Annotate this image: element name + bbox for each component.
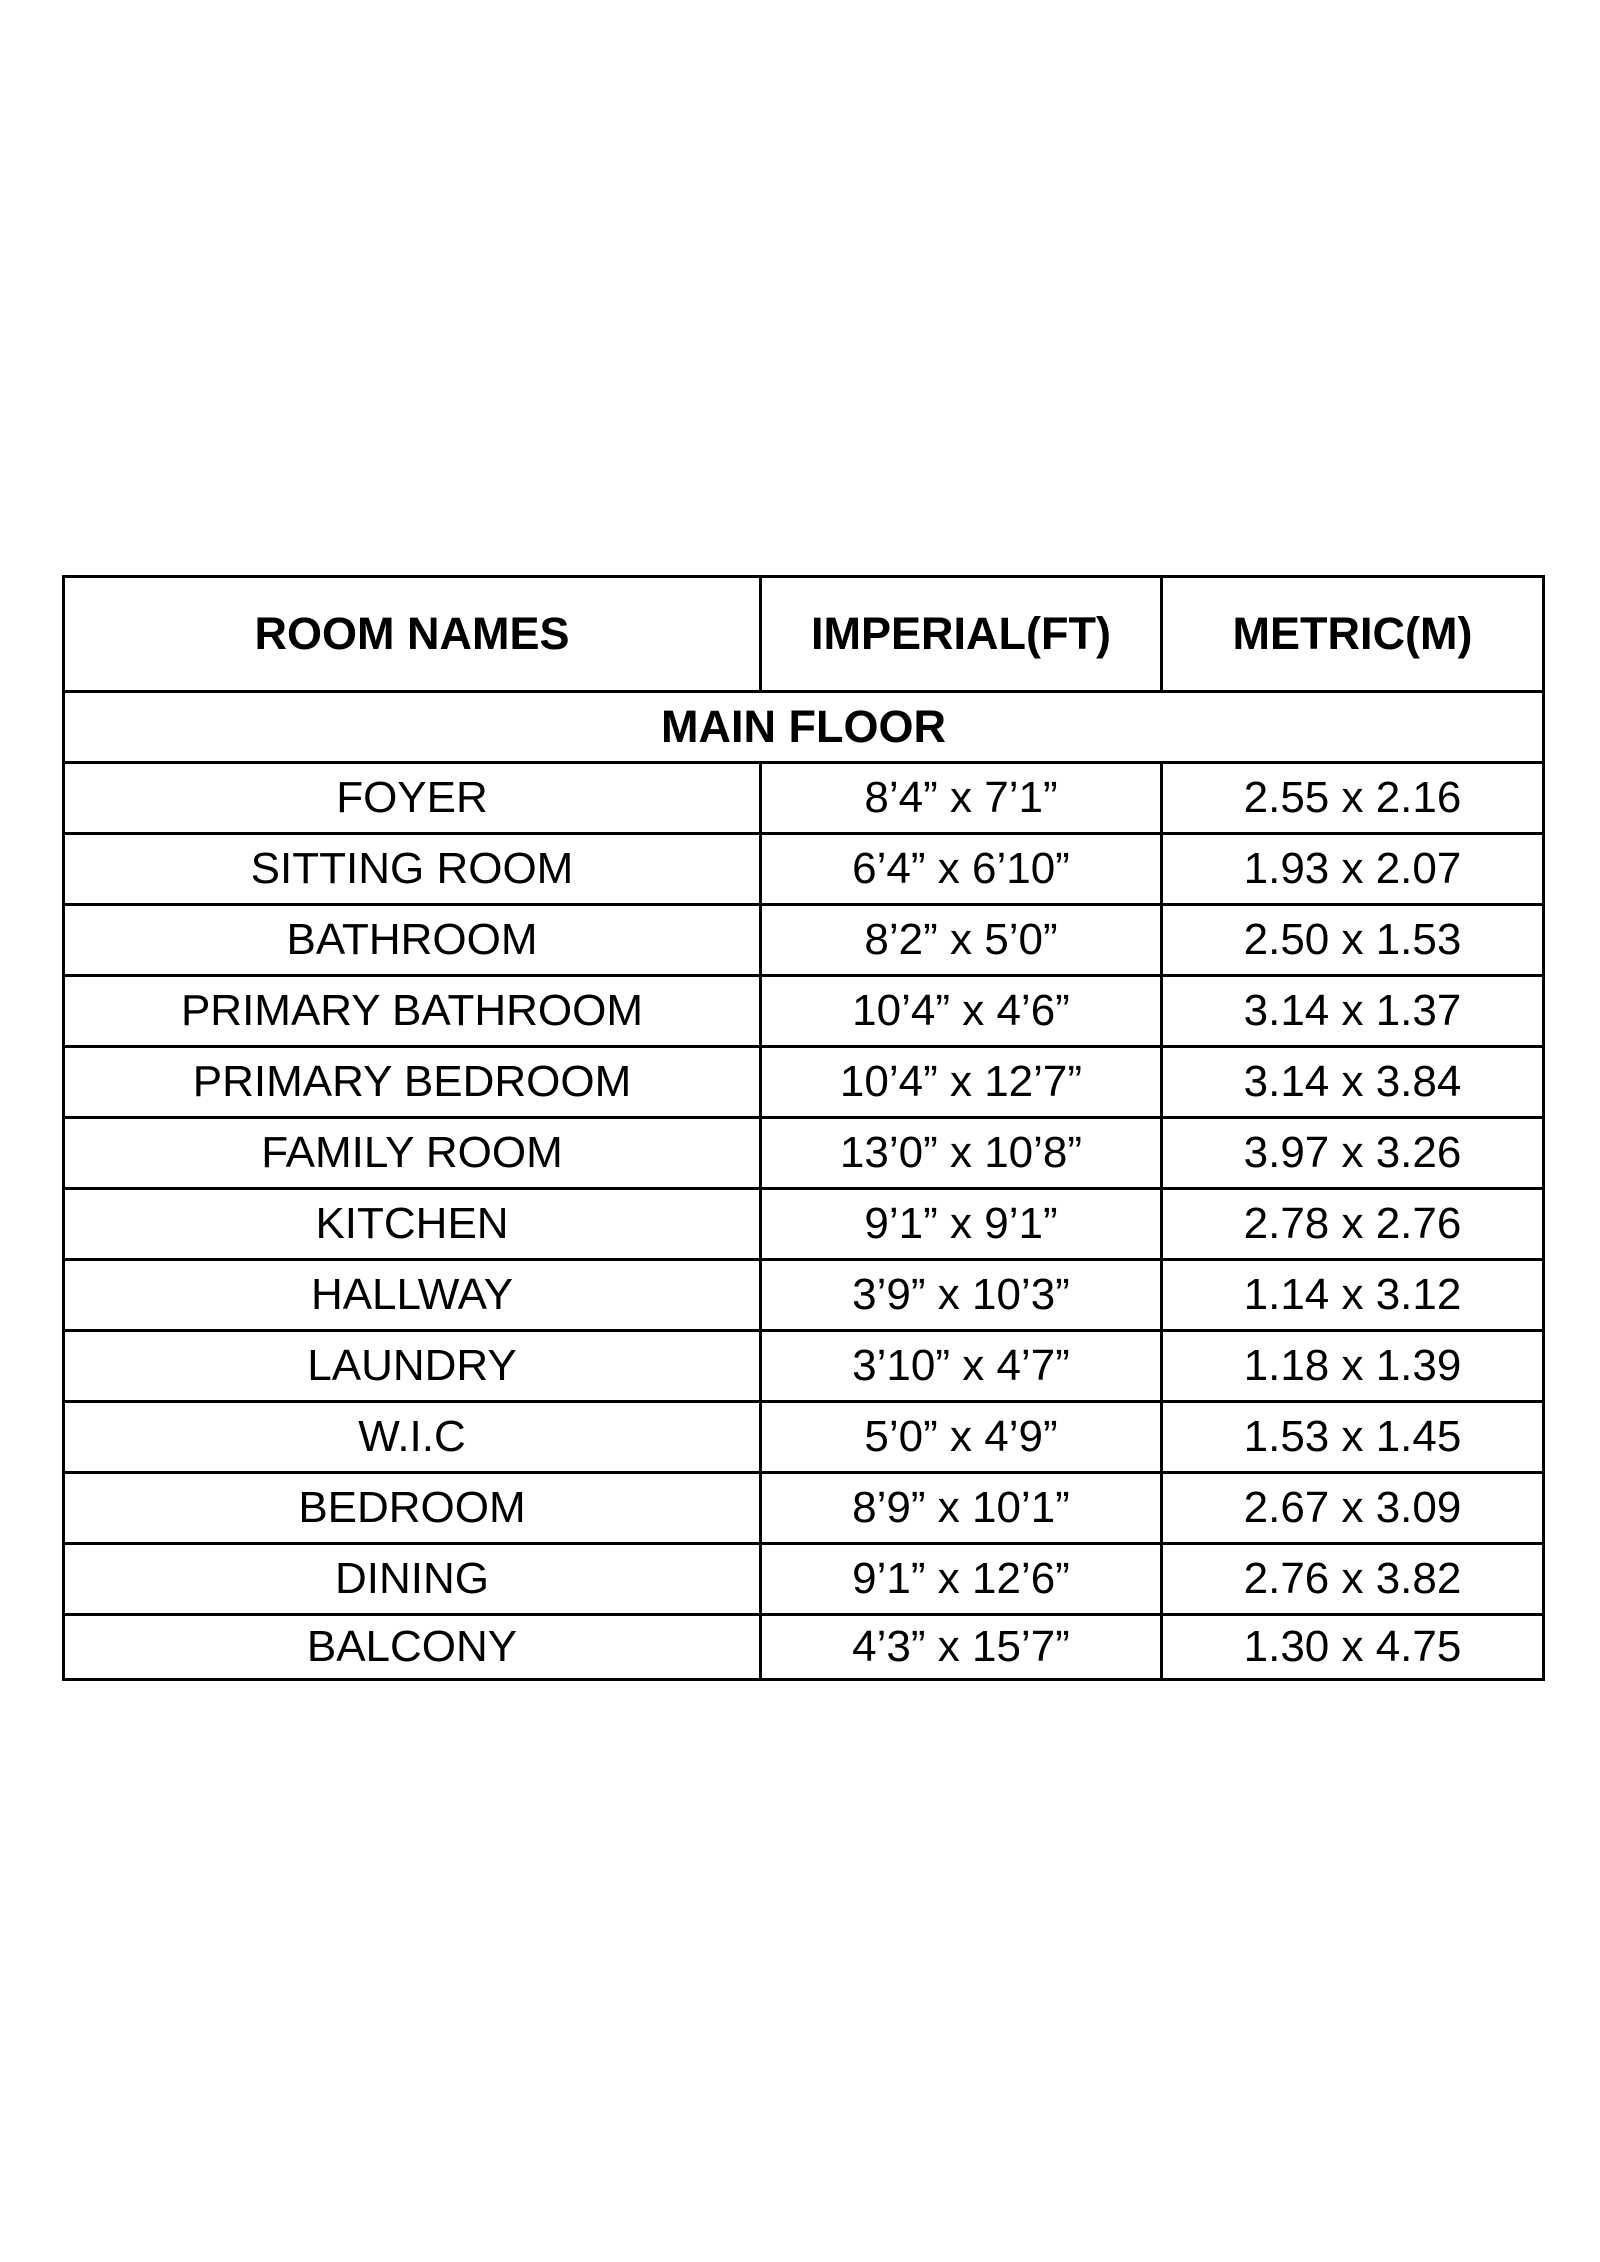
table-row [64,1331,1544,1402]
imperial-cell: 10’4” x 4’6” [761,976,1162,1047]
metric-cell: 3.14 x 1.37 [1162,976,1544,1047]
imperial-cell: 5’0” x 4’9” [761,1402,1162,1473]
room-name-cell: BATHROOM [64,905,761,976]
table-row [64,1260,1544,1331]
table-row [64,1473,1544,1544]
room-name-cell: FOYER [64,763,761,834]
metric-cell: 1.30 x 4.75 [1162,1615,1544,1680]
metric-cell: 2.50 x 1.53 [1162,905,1544,976]
metric-cell: 1.93 x 2.07 [1162,834,1544,905]
imperial-cell: 3’9” x 10’3” [761,1260,1162,1331]
room-name-cell: LAUNDRY [64,1331,761,1402]
imperial-cell: 9’1” x 12’6” [761,1544,1162,1615]
room-name-cell: DINING [64,1544,761,1615]
imperial-cell: 8’2” x 5’0” [761,905,1162,976]
header-imperial: IMPERIAL(FT) [761,577,1162,692]
metric-cell: 1.53 x 1.45 [1162,1402,1544,1473]
imperial-cell: 8’4” x 7’1” [761,763,1162,834]
table-row [64,1615,1544,1680]
room-name-cell: BALCONY [64,1615,761,1680]
section-row [64,692,1544,763]
metric-cell: 2.55 x 2.16 [1162,763,1544,834]
metric-cell: 2.67 x 3.09 [1162,1473,1544,1544]
table-row [64,763,1544,834]
header-row [64,577,1544,692]
imperial-cell: 4’3” x 15’7” [761,1615,1162,1680]
imperial-cell: 6’4” x 6’10” [761,834,1162,905]
table-row [64,1544,1544,1615]
table-row [64,1402,1544,1473]
table-row [64,976,1544,1047]
imperial-cell: 9’1” x 9’1” [761,1189,1162,1260]
room-name-cell: HALLWAY [64,1260,761,1331]
table-row [64,1118,1544,1189]
metric-cell: 1.14 x 3.12 [1162,1260,1544,1331]
room-name-cell: W.I.C [64,1402,761,1473]
section-title: MAIN FLOOR [64,692,1544,763]
metric-cell: 2.76 x 3.82 [1162,1544,1544,1615]
room-name-cell: SITTING ROOM [64,834,761,905]
room-name-cell: BEDROOM [64,1473,761,1544]
room-dimensions-table [62,575,1545,1681]
room-name-cell: PRIMARY BEDROOM [64,1047,761,1118]
table-row [64,1189,1544,1260]
room-dimensions-sheet [62,575,1542,1681]
imperial-cell: 13’0” x 10’8” [761,1118,1162,1189]
room-name-cell: KITCHEN [64,1189,761,1260]
metric-cell: 3.97 x 3.26 [1162,1118,1544,1189]
metric-cell: 1.18 x 1.39 [1162,1331,1544,1402]
imperial-cell: 10’4” x 12’7” [761,1047,1162,1118]
room-name-cell: PRIMARY BATHROOM [64,976,761,1047]
room-name-cell: FAMILY ROOM [64,1118,761,1189]
imperial-cell: 8’9” x 10’1” [761,1473,1162,1544]
table-row [64,905,1544,976]
table-row [64,1047,1544,1118]
metric-cell: 3.14 x 3.84 [1162,1047,1544,1118]
header-metric: METRIC(M) [1162,577,1544,692]
table-row [64,834,1544,905]
header-room-names: ROOM NAMES [64,577,761,692]
imperial-cell: 3’10” x 4’7” [761,1331,1162,1402]
metric-cell: 2.78 x 2.76 [1162,1189,1544,1260]
